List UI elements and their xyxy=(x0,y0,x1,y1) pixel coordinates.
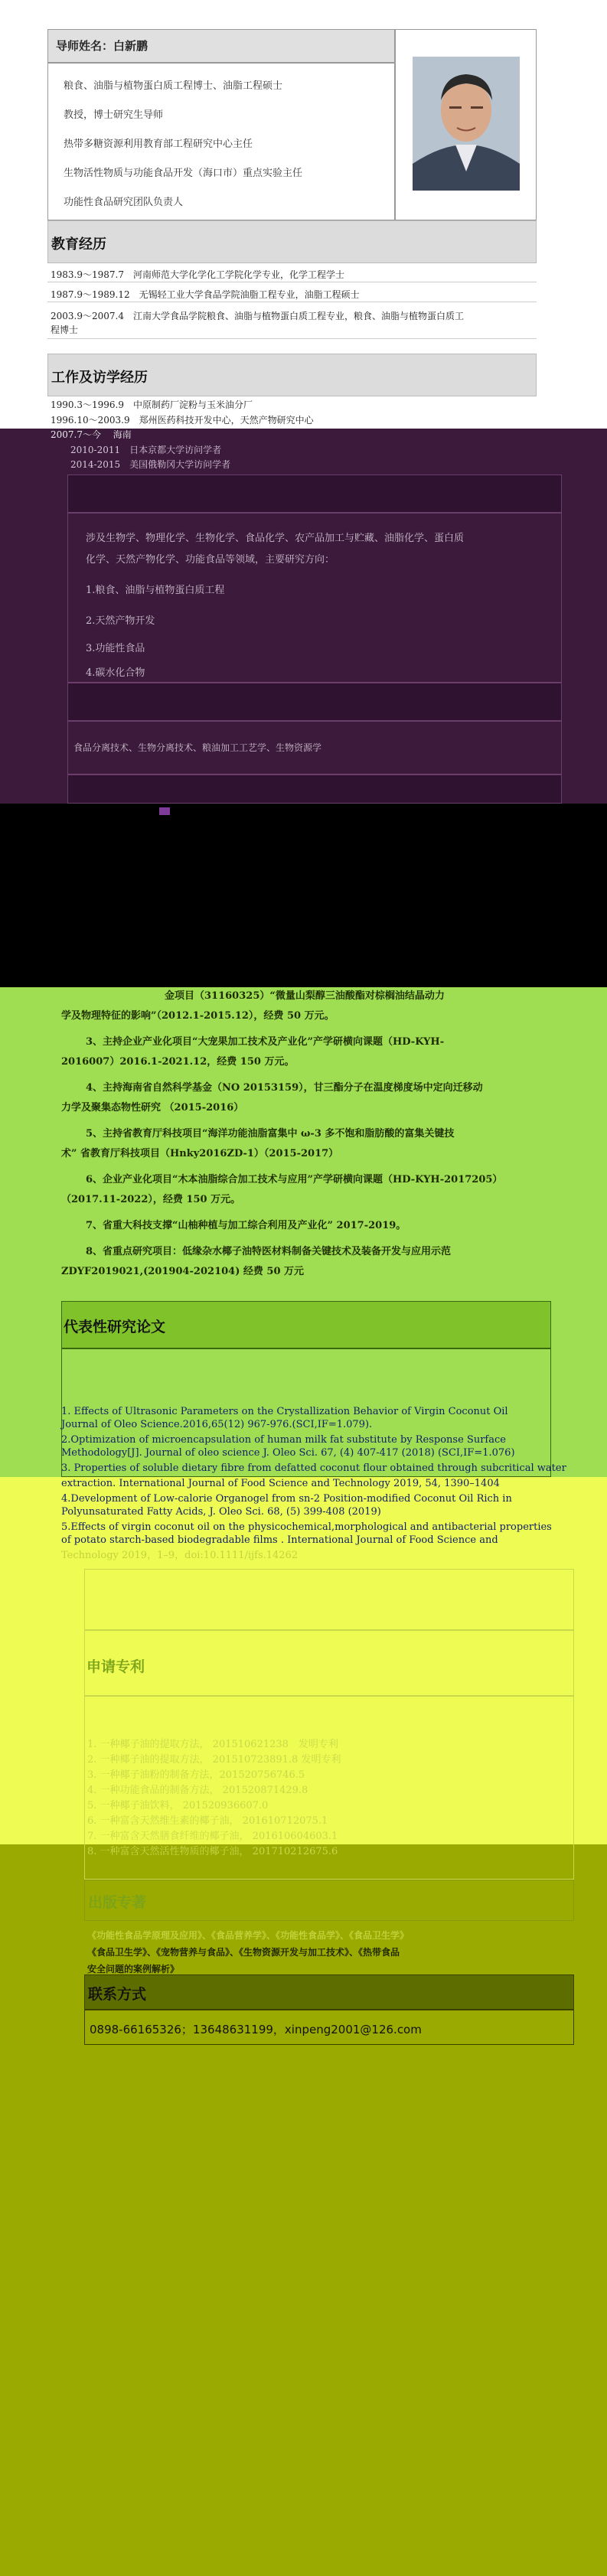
papers-section-header xyxy=(61,1301,551,1348)
project-line: 3、主持企业产业化项目“大宠果加工技术及产业化”产学研横向课题（HD-KYH- xyxy=(86,1036,445,1048)
contact-title: 联系方式 xyxy=(88,1986,147,2003)
research-intro-line: 化学、天然产物化学、功能食品等领域，主要研究方向： xyxy=(86,554,335,566)
projects-header-box xyxy=(67,774,562,804)
project-line: 8、省重点研究项目：低缘杂水椰子油特医材料制备关键技术及装备开发与应用示范 xyxy=(86,1246,452,1257)
paper-line: Technology 2019，1–9，doi:10.1111/ijfs.14262 xyxy=(61,1550,299,1561)
work-row: 2014-2015 美国俄勒冈大学访问学者 xyxy=(70,459,231,470)
papers-title: 代表性研究论文 xyxy=(64,1319,166,1335)
education-row: 2003.9～2007.4 江南大学食品学院粮食、油脂与植物蛋白质工程专业，粮食、油脂与植物蛋白质工 xyxy=(51,311,464,321)
portrait-photo xyxy=(395,29,537,220)
project-line: 5、主持省教育厅科技项目“海洋功能油脂富集中 ω-3 多不饱和脂肪酸的富集关键技 xyxy=(86,1128,455,1140)
research-intro-line: 涉及生物学、物理化学、生物化学、食品化学、农产品加工与贮藏、油脂化学、蛋白质 xyxy=(86,533,465,544)
intro-line: 热带多糖资源利用教育部工程研究中心主任 xyxy=(64,139,253,150)
divider xyxy=(47,338,537,339)
project-line: 6、企业产业化项目“木本油脂综合加工技术与应用”产学研横向课题（HD-KYH-2017205） xyxy=(86,1174,503,1185)
books-section-header xyxy=(84,1880,574,1921)
dark-band xyxy=(0,804,607,987)
paper-line: 2.Optimization of microencapsulation of human milk fat substitute by Response Surface xyxy=(61,1434,506,1446)
project-line: ZDYF2019021,(201904-202104) 经费 50 万元 xyxy=(61,1266,305,1277)
portrait-icon xyxy=(396,30,537,221)
project-line: 术” 省教育厅科技项目（Hnky2016ZD-1）（2015-2017） xyxy=(61,1148,339,1159)
project-line: （2017.11-2022），经费 150 万元。 xyxy=(61,1194,241,1205)
patents-section-header xyxy=(84,1630,574,1696)
intro-line: 教授，博士研究生导师 xyxy=(64,109,164,121)
paper-line: 4.Development of Low-calorie Organogel from sn-2 Position-modified Coconut Oil Rich in xyxy=(61,1493,512,1505)
paper-line: 5.Effects of virgin coconut oil on the physicochemical,morphological and antibacterial properties xyxy=(61,1521,552,1533)
work-section-header xyxy=(47,354,537,396)
work-row: 1990.3～1996.9 中原制药厂淀粉与玉米油分厂 xyxy=(51,399,253,410)
books-title: 出版专著 xyxy=(88,1894,147,1911)
contact-text: 0898-66165326；13648631199，xinpeng2001@126.com xyxy=(90,2023,422,2036)
education-row: 1983.9～1987.7 河南师范大学化学化工学院化学专业，化学工程学士 xyxy=(51,269,344,280)
patent-line: 4. 一种功能食品的制备方法， 201520871429.8 xyxy=(87,1785,308,1796)
work-row: 2010-2011 日本京都大学访问学者 xyxy=(70,445,222,455)
research-item: 3.功能性食品 xyxy=(86,643,145,654)
research-item: 1.粮食、油脂与植物蛋白质工程 xyxy=(86,585,225,596)
project-line: 2016007）2016.1-2021.12，经费 150 万元。 xyxy=(61,1056,295,1068)
patent-line: 3. 一种椰子油粉的制备方法，201520756746.5 xyxy=(87,1769,305,1781)
patent-line: 2. 一种椰子油的提取方法， 201510723891.8 发明专利 xyxy=(87,1754,341,1766)
book-line: 《食品卫生学》、《宠物营养与食品》、《生物资源开发与加工技术》、《热带食品 xyxy=(87,1947,400,1958)
project-line: 金项目（31160325）“微量山梨醇三油酸酯对棕榈油结晶动力 xyxy=(165,990,445,1002)
paper-line: 3. Properties of soluble dietary fibre from defatted coconut flour obtained through subcritical water xyxy=(61,1462,566,1474)
intro-line: 功能性食品研究团队负责人 xyxy=(64,197,184,208)
work-title: 工作及访学经历 xyxy=(51,370,148,386)
marker-icon xyxy=(159,807,170,815)
patent-line: 5. 一种椰子油饮料， 201520936607.0 xyxy=(87,1800,269,1811)
intro-cell xyxy=(47,63,395,220)
paper-line: Methodology[J]. Journal of oleo science J. Oleo Sci. 67, (4) 407-417 (2018) (SCI,IF=1.076) xyxy=(61,1447,515,1459)
project-line: 7、省重大科技支撑“山柚种植与加工综合利用及产业化” 2017-2019。 xyxy=(86,1220,406,1231)
project-line: 学及物理特征的影响”（2012.1-2015.12），经费 50 万元。 xyxy=(61,1010,335,1022)
education-title: 教育经历 xyxy=(51,236,106,253)
education-row: 1987.9～1989.12 无锡轻工业大学食品学院油脂工程专业，油脂工程硕士 xyxy=(51,289,360,300)
paper-line: extraction. International Journal of Food Science and Technology 2019, 54, 1390–1404 xyxy=(61,1478,500,1489)
project-line: 力学及聚集态物性研究 （2015-2016） xyxy=(61,1102,244,1114)
name-header xyxy=(47,29,395,63)
paper-line: of potato starch-based biodegradable films . International Journal of Food Science and xyxy=(61,1534,498,1546)
project-line: 4、主持海南省自然科学基金（NO 20153159），甘三酯分子在温度梯度场中定向迁移动 xyxy=(86,1082,483,1094)
advisor-name: 导师姓名：白新鹏 xyxy=(56,39,148,53)
research-item: 2.天然产物开发 xyxy=(86,615,155,627)
book-line: 安全问题的案例解析》 xyxy=(87,1964,180,1974)
contact-box xyxy=(84,2010,574,2045)
education-row: 程博士 xyxy=(51,324,79,335)
tech-line: 食品分离技术、生物分离技术、粮油加工工艺学、生物资源学 xyxy=(73,742,322,753)
patent-line: 1. 一种椰子油的提取方法， 201510621238 发明专利 xyxy=(87,1739,338,1750)
patent-line: 8. 一种富含天然活性物质的椰子油， 201710212675.6 xyxy=(87,1846,338,1857)
work-row: 1996.10～2003.9 郑州医药科技开发中心，天然产物研究中心 xyxy=(51,415,314,426)
paper-line: Polyunsaturated Fatty Acids, J. Oleo Sci. 68, (5) 399-408 (2019) xyxy=(61,1506,381,1518)
research-item: 4.碳水化合物 xyxy=(86,667,145,679)
intro-line: 生物活性物质与功能食品开发（海口市）重点实验主任 xyxy=(64,168,303,179)
papers-tail-box xyxy=(84,1569,574,1630)
intro-line: 粮食、油脂与植物蛋白质工程博士、油脂工程硕士 xyxy=(64,80,283,92)
tech-header-box xyxy=(67,683,562,721)
research-header-box xyxy=(67,474,562,513)
patent-line: 7. 一种富含天然膳食纤维的椰子油， 201610604603.1 xyxy=(87,1831,338,1842)
paper-line: 1. Effects of Ultrasonic Parameters on the Crystallization Behavior of Virgin Coconut Oil xyxy=(61,1406,508,1417)
paper-line: Journal of Oleo Science.2016,65(12) 967-976.(SCI,IF=1.079). xyxy=(61,1419,373,1430)
book-line: 《功能性食品学原理及应用》、《食品营养学》、《功能性食品学》、《食品卫生学》 xyxy=(87,1930,410,1941)
education-section-header xyxy=(47,220,537,263)
patent-line: 6. 一种富含天然维生素的椰子油， 201610712075.1 xyxy=(87,1815,328,1827)
work-row: 2007.7～今 海南 xyxy=(51,429,132,440)
patents-title: 申请专利 xyxy=(86,1658,145,1675)
contact-section-header xyxy=(84,1974,574,2010)
